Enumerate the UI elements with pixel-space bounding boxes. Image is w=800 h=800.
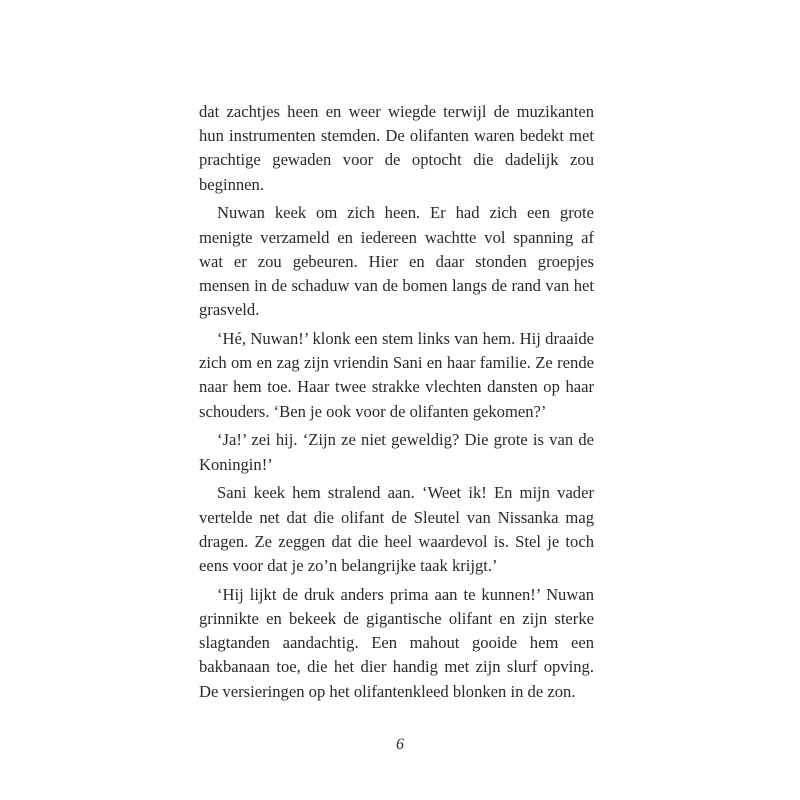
paragraph-3: ‘Hé, Nuwan!’ klonk een stem links van hem. Hij draaide zich om en zag zijn vriendin Sani en haar familie. Ze rende naar hem toe. Haar twee strakke vlechten dansten op haar schouders. ‘Ben je ook voor de olifanten gekomen?’ <box>199 329 594 421</box>
body-text <box>199 100 594 708</box>
paragraph-2: Nuwan keek om zich heen. Er had zich een grote menigte verzameld en iedereen wachtte vol spanning af wat er zou gebeuren. Hier en daar stonden groepjes mensen in de schaduw van de bomen langs de rand van het grasveld. <box>199 203 594 320</box>
paragraph-6: ‘Hij lijkt de druk anders prima aan te kunnen!’ Nuwan grinnikte en bekeek de gigantische olifant en zijn sterke slagtanden aandachtig. Een mahout gooide hem een bakbanaan toe, die het dier handig met zijn slurf opving. De versieringen op het olifantenkleed blonken in de zon. <box>199 584 594 701</box>
page-number: 6 <box>396 736 404 753</box>
paragraph-5: Sani keek hem stralend aan. ‘Weet ik! En mijn vader vertelde net dat die olifant de Sleutel van Nissanka mag dragen. Ze zeggen dat die heel waardevol is. Stel je toch eens voor dat je zo’n belangrijke taak krijgt.’ <box>199 483 594 576</box>
paragraph-4: ‘Ja!’ zei hij. ‘Zijn ze niet geweldig? Die grote is van de Koningin!’ <box>199 430 594 474</box>
paragraph-1: dat zachtjes heen en weer wiegde terwijl de muzikanten hun instrumenten stemden. De olifanten waren bedekt met prachtige gewaden voor de optocht die dadelijk zou beginnen. <box>199 102 594 194</box>
